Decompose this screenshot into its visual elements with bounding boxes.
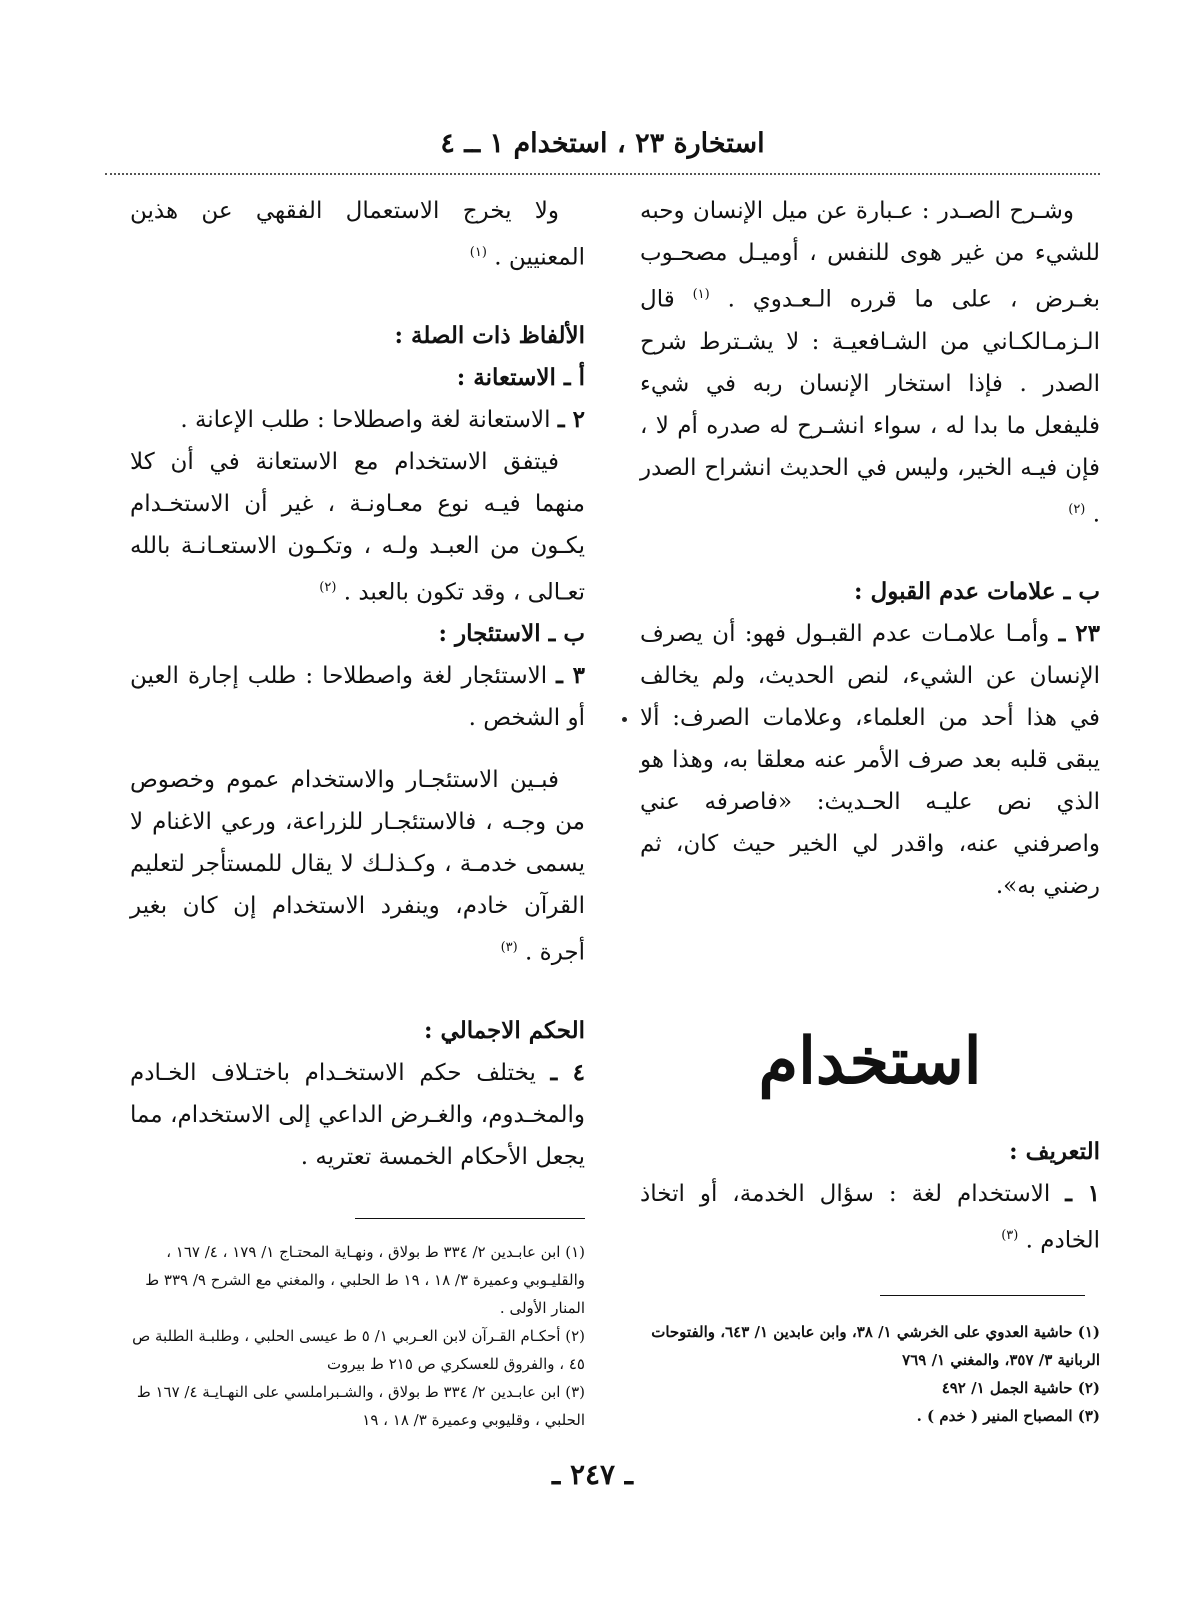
paragraph: ٢ ـ الاستعانة لغة واصطلاحا : طلب الإعانة .	[180, 405, 585, 433]
paragraph: ١ ـ الاستخدام لغة : سؤال الخدمة، أو اتخاذ الخادم . $^{(٣)}$	[640, 1180, 1100, 1254]
page-number: ـ ٢٤٧ ـ	[551, 1458, 634, 1491]
paragraph: ٤ ـ يختلف حكم الاستخـدام باختـلاف الخـادم والمخـدوم، والغـرض الداعي إلى الاستخدام، مما يجعل الأحكام الخمسة تعتريه .	[130, 1058, 586, 1170]
left-column	[130, 190, 585, 1178]
footnote: (٢) حاشية الجمل ١/ ٤٩٢	[941, 1379, 1100, 1397]
paragraph-number: ٢٣ ـ	[1058, 620, 1101, 648]
footnote-ref: (١)	[692, 287, 710, 302]
section-heading: التعريف :	[1009, 1138, 1100, 1166]
footnote-ref: (٣)	[500, 940, 518, 956]
paragraph: ٣ ـ الاستئجار لغة واصطلاحا : طلب إجارة العين أو الشخص .	[130, 662, 586, 732]
paragraph-number: ١ ـ	[1065, 1180, 1100, 1208]
subsection-heading: أ ـ الاستعانة :	[456, 363, 585, 391]
footnote: (٣) ابن عابـدين ٢/ ٣٣٤ ط بولاق ، والشـبراملسي على النهـايـة ٤/ ١٦٧ ط الحلبي ، وقليوبي وعميرة ٣/ ١٨ ، ١٩	[136, 1383, 585, 1429]
footnote-ref: (٢)	[1068, 501, 1086, 517]
section-heading: الحكم الاجمالي :	[424, 1016, 585, 1044]
paragraph-number: ٢ ـ	[557, 405, 585, 433]
footnote-ref: (٢)	[319, 579, 337, 595]
footnotes-left	[125, 1238, 585, 1434]
margin-mark	[622, 717, 627, 722]
footnote: (١) ابن عابـدين ٢/ ٣٣٤ ط بولاق ، ونهـاية المحتـاج ١/ ١٧٩ ، ٤/ ١٦٧ ، والقليـوبي وعميرة ٣/ ١٨ ، ١٩ ط الحلبي ، والمغني مع الشرح ٩/ ٣٣٩ ط المنار الأولى .	[145, 1243, 585, 1317]
footnote-rule	[355, 1218, 585, 1219]
paragraph: فيتفق الاستخدام مع الاستعانة في أن كلا منهما فيـه نوع معـاونـة ، غير أن الاستخـدام يكـون من العبـد ولـه ، وتكـون الاستعـانـة بالله تعـالى ، وقد تكون بالعبد . $^{(٢)}$	[130, 448, 585, 606]
paragraph-number: ٤ ـ	[550, 1058, 586, 1086]
running-head: استخارة ٢٣ ، استخدام ١ ــ ٤	[440, 128, 765, 159]
footnote-ref: (٣)	[1001, 1228, 1019, 1244]
subsection-heading: ب ـ الاستئجار :	[438, 620, 585, 648]
paragraph: فبـين الاستئجـار والاستخدام عموم وخصوص من وجـه ، فالاستئجـار للزراعة، ورعي الاغنام لا يسمى خدمـة ، وكـذلـك لا يقال للمستأجر لتعليم القرآن خادم، وينفرد الاستخدام إن كان بغير أجرة . $^{(٣)}$	[130, 767, 585, 966]
header-dotted-rule	[105, 173, 1100, 175]
footnote: (٣) المصباح المنير ( خدم ) .	[916, 1407, 1100, 1425]
section-heading: ب ـ علامات عدم القبول :	[854, 578, 1100, 606]
paragraph-number: ٣ ـ	[556, 662, 586, 690]
article-title: استخدام	[758, 1024, 982, 1100]
paragraph: وشـرح الصـدر : عـبارة عن ميل الإنسان وحبه للشيء من غير هوى للنفس ، أوميـل مصحـوب بغـرض ، على ما قرره الـعـدوي . $^{(١)}$ قال الـزمـالكـاني من الشـافعيـة : لا يشـترط شرح الصدر . فإذا استخار الإنسان ربه في شيء فليفعل ما بدا له ، سواء انشـرح له صدره أم لا ، فإن فيـه الخير، وليس في الحديث انشراح الصدر . $^{(٢)}$	[640, 198, 1100, 528]
paragraph: ولا يخرج الاستعمال الفقهي عن هذين المعنيين . $^{(١)}$	[130, 198, 585, 271]
paragraph: ٢٣ ـ وأمـا علامـات عدم القبـول فهو: أن يصرف الإنسان عن الشيء، لنص الحديث، ولم يخالف في هذا أحد من العلماء، وعلامات الصرف: ألا يبقى قلبه بعد صرف الأمر عنه معلقا به، وهذا هو الذي نص عليـه الحـديث: «فاصرفه عني واصرفني عنه، واقدر لي الخير حيث كان، ثم رضني به».	[640, 620, 1101, 900]
footnotes-right	[640, 1318, 1100, 1430]
footnote-rule	[880, 1295, 1085, 1296]
footnote: (١) حاشية العدوي على الخرشي ١/ ٣٨، وابن عابدين ١/ ٦٤٣، والفتوحات الربانية ٣/ ٣٥٧، والمغني ١/ ٧٦٩	[651, 1323, 1100, 1369]
right-column	[640, 190, 1100, 1262]
section-heading: الألفاظ ذات الصلة :	[394, 321, 585, 349]
footnote: (٢) أحكـام القـرآن لابن العـربي ١/ ٥ ط عيسى الحلبي ، وطلبـة الطلبة ص ٤٥ ، والفروق للعسكري ص ٢١٥ ط بيروت	[132, 1327, 585, 1373]
footnote-ref: (١)	[469, 245, 487, 260]
